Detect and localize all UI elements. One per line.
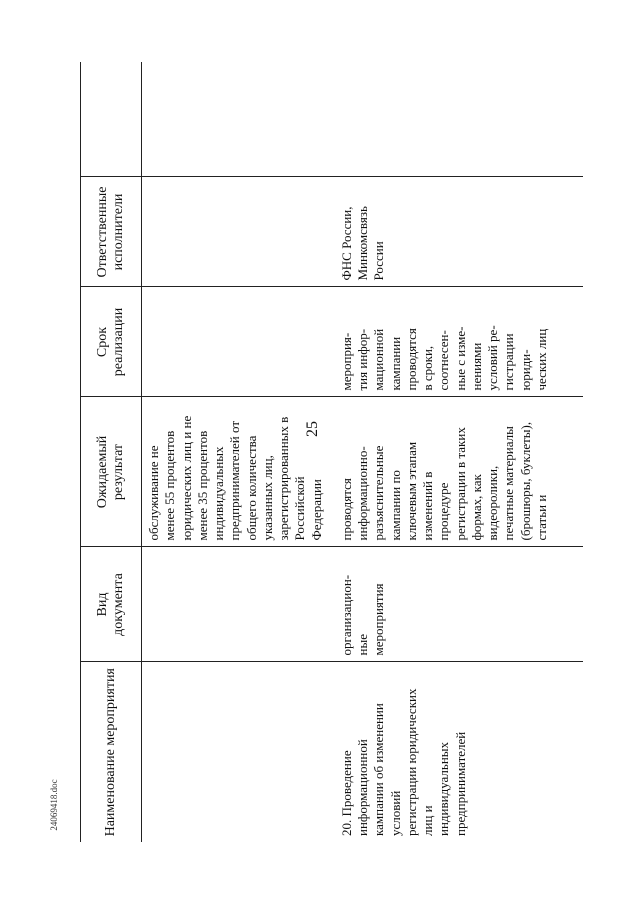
table-row: [329, 62, 583, 842]
cell-extra: [329, 62, 583, 177]
cell-name: [142, 662, 329, 842]
header-responsible: Ответственные исполнители: [81, 177, 142, 287]
cell-deadline: [142, 287, 329, 397]
header-deadline: Срок реализации: [81, 287, 142, 397]
cell-deadline: мероприя- тия инфор- мационной кампании проводятся в сроки, соотнесен- ные с изме- нениями условий ре- гистрации юриди- ческих лиц: [329, 287, 583, 397]
cell-responsible: ФНС России, Минкомсвязь России: [329, 177, 583, 287]
header-document-type: Вид документа: [81, 547, 142, 662]
header-extra-column: [81, 62, 142, 177]
table-row: [142, 62, 329, 842]
rotated-table-container: [80, 62, 570, 842]
cell-result: обслуживание не менее 55 процентов юридических лиц и не менее 35 процентов индивидуальных предпринимателей от общего количества указанных лиц, зарегистрированных в Российской Федерации: [142, 397, 329, 547]
cell-extra: [142, 62, 329, 177]
cell-result: проводятся информационно- разъяснительные кампании по ключевым этапам изменений в процедуре регистрации в таких формах, как видеоролики, печатные материалы (брошюры, буклеты), статьи и: [329, 397, 583, 547]
header-expected-result: Ожидаемый результат: [81, 397, 142, 547]
footer-filename: 24069418.doc: [49, 779, 59, 831]
cell-doc-type: организацион- ные мероприятия: [329, 547, 583, 662]
cell-doc-type: [142, 547, 329, 662]
cell-name: 20. Проведение информационной кампании об изменении условий регистрации юридических лиц и индивидуальных предпринимателей: [329, 662, 583, 842]
table-header-row: [81, 62, 142, 842]
header-activity-name: Наименование мероприятия: [81, 662, 142, 842]
cell-responsible: [142, 177, 329, 287]
action-plan-table: [80, 62, 583, 842]
page-number: 25: [304, 421, 321, 437]
